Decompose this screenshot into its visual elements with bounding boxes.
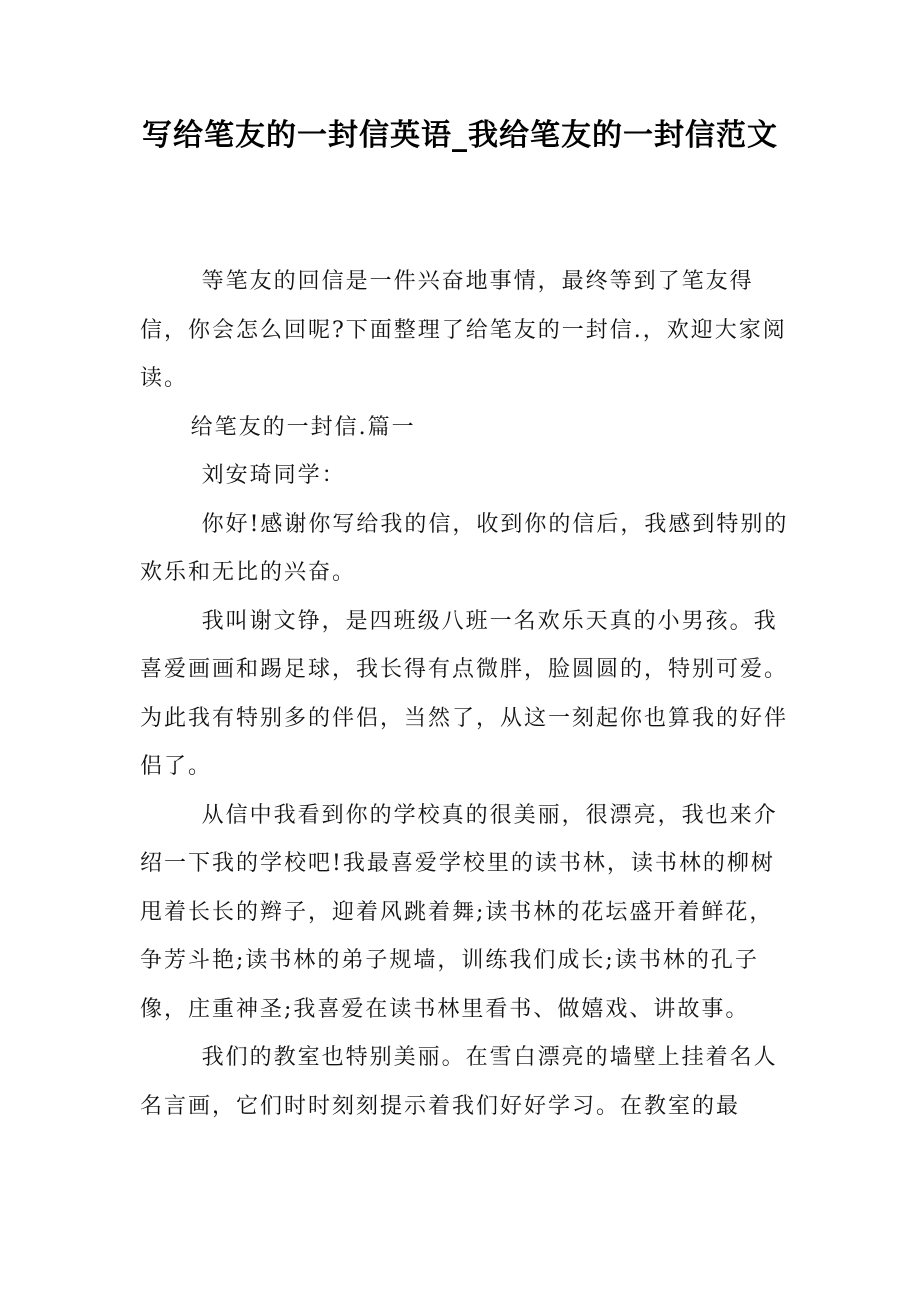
letter-paragraph: 我叫谢文铮，是四班级八班一名欢乐天真的小男孩。我喜爱画画和踢足球，我长得有点微胖，脸圆圆的，特别可爱。为此我有特别多的伴侣，当然了，从这一刻起你也算我的好伴侣了。 [140, 608, 789, 779]
document-body [140, 258, 790, 1131]
salutation: 刘安琦同学： [201, 463, 346, 488]
letter-paragraph: 我们的教室也特别美丽。在雪白漂亮的墙壁上挂着名人名言画，它们时时刻刻提示着我们好好学习。在教室的最 [140, 1045, 778, 1119]
intro-paragraph: 等笔友的回信是一件兴奋地事情，最终等到了笔友得信，你会怎么回呢?下面整理了给笔友的一封信.，欢迎大家阅读。 [140, 269, 787, 391]
letter-paragraph: 从信中我看到你的学校真的很美丽，很漂亮，我也来介绍一下我的学校吧!我最喜爱学校里的读书林，读书林的柳树甩着长长的辫子，迎着风跳着舞;读书林的花坛盛开着鲜花，争芳斗艳;读书林的弟子规墙，训练我们成长;读书林的孔子像，庄重神圣;我喜爱在读书林里看书、做嬉戏、讲故事。 [140, 802, 778, 1022]
letter-paragraph: 你好!感谢你写给我的信，收到你的信后，我感到特别的欢乐和无比的兴奋。 [140, 511, 789, 585]
document-title: 写给笔友的一封信英语_我给笔友的一封信范文 [142, 118, 778, 153]
section-heading: 给笔友的一封信.篇一 [190, 414, 416, 440]
